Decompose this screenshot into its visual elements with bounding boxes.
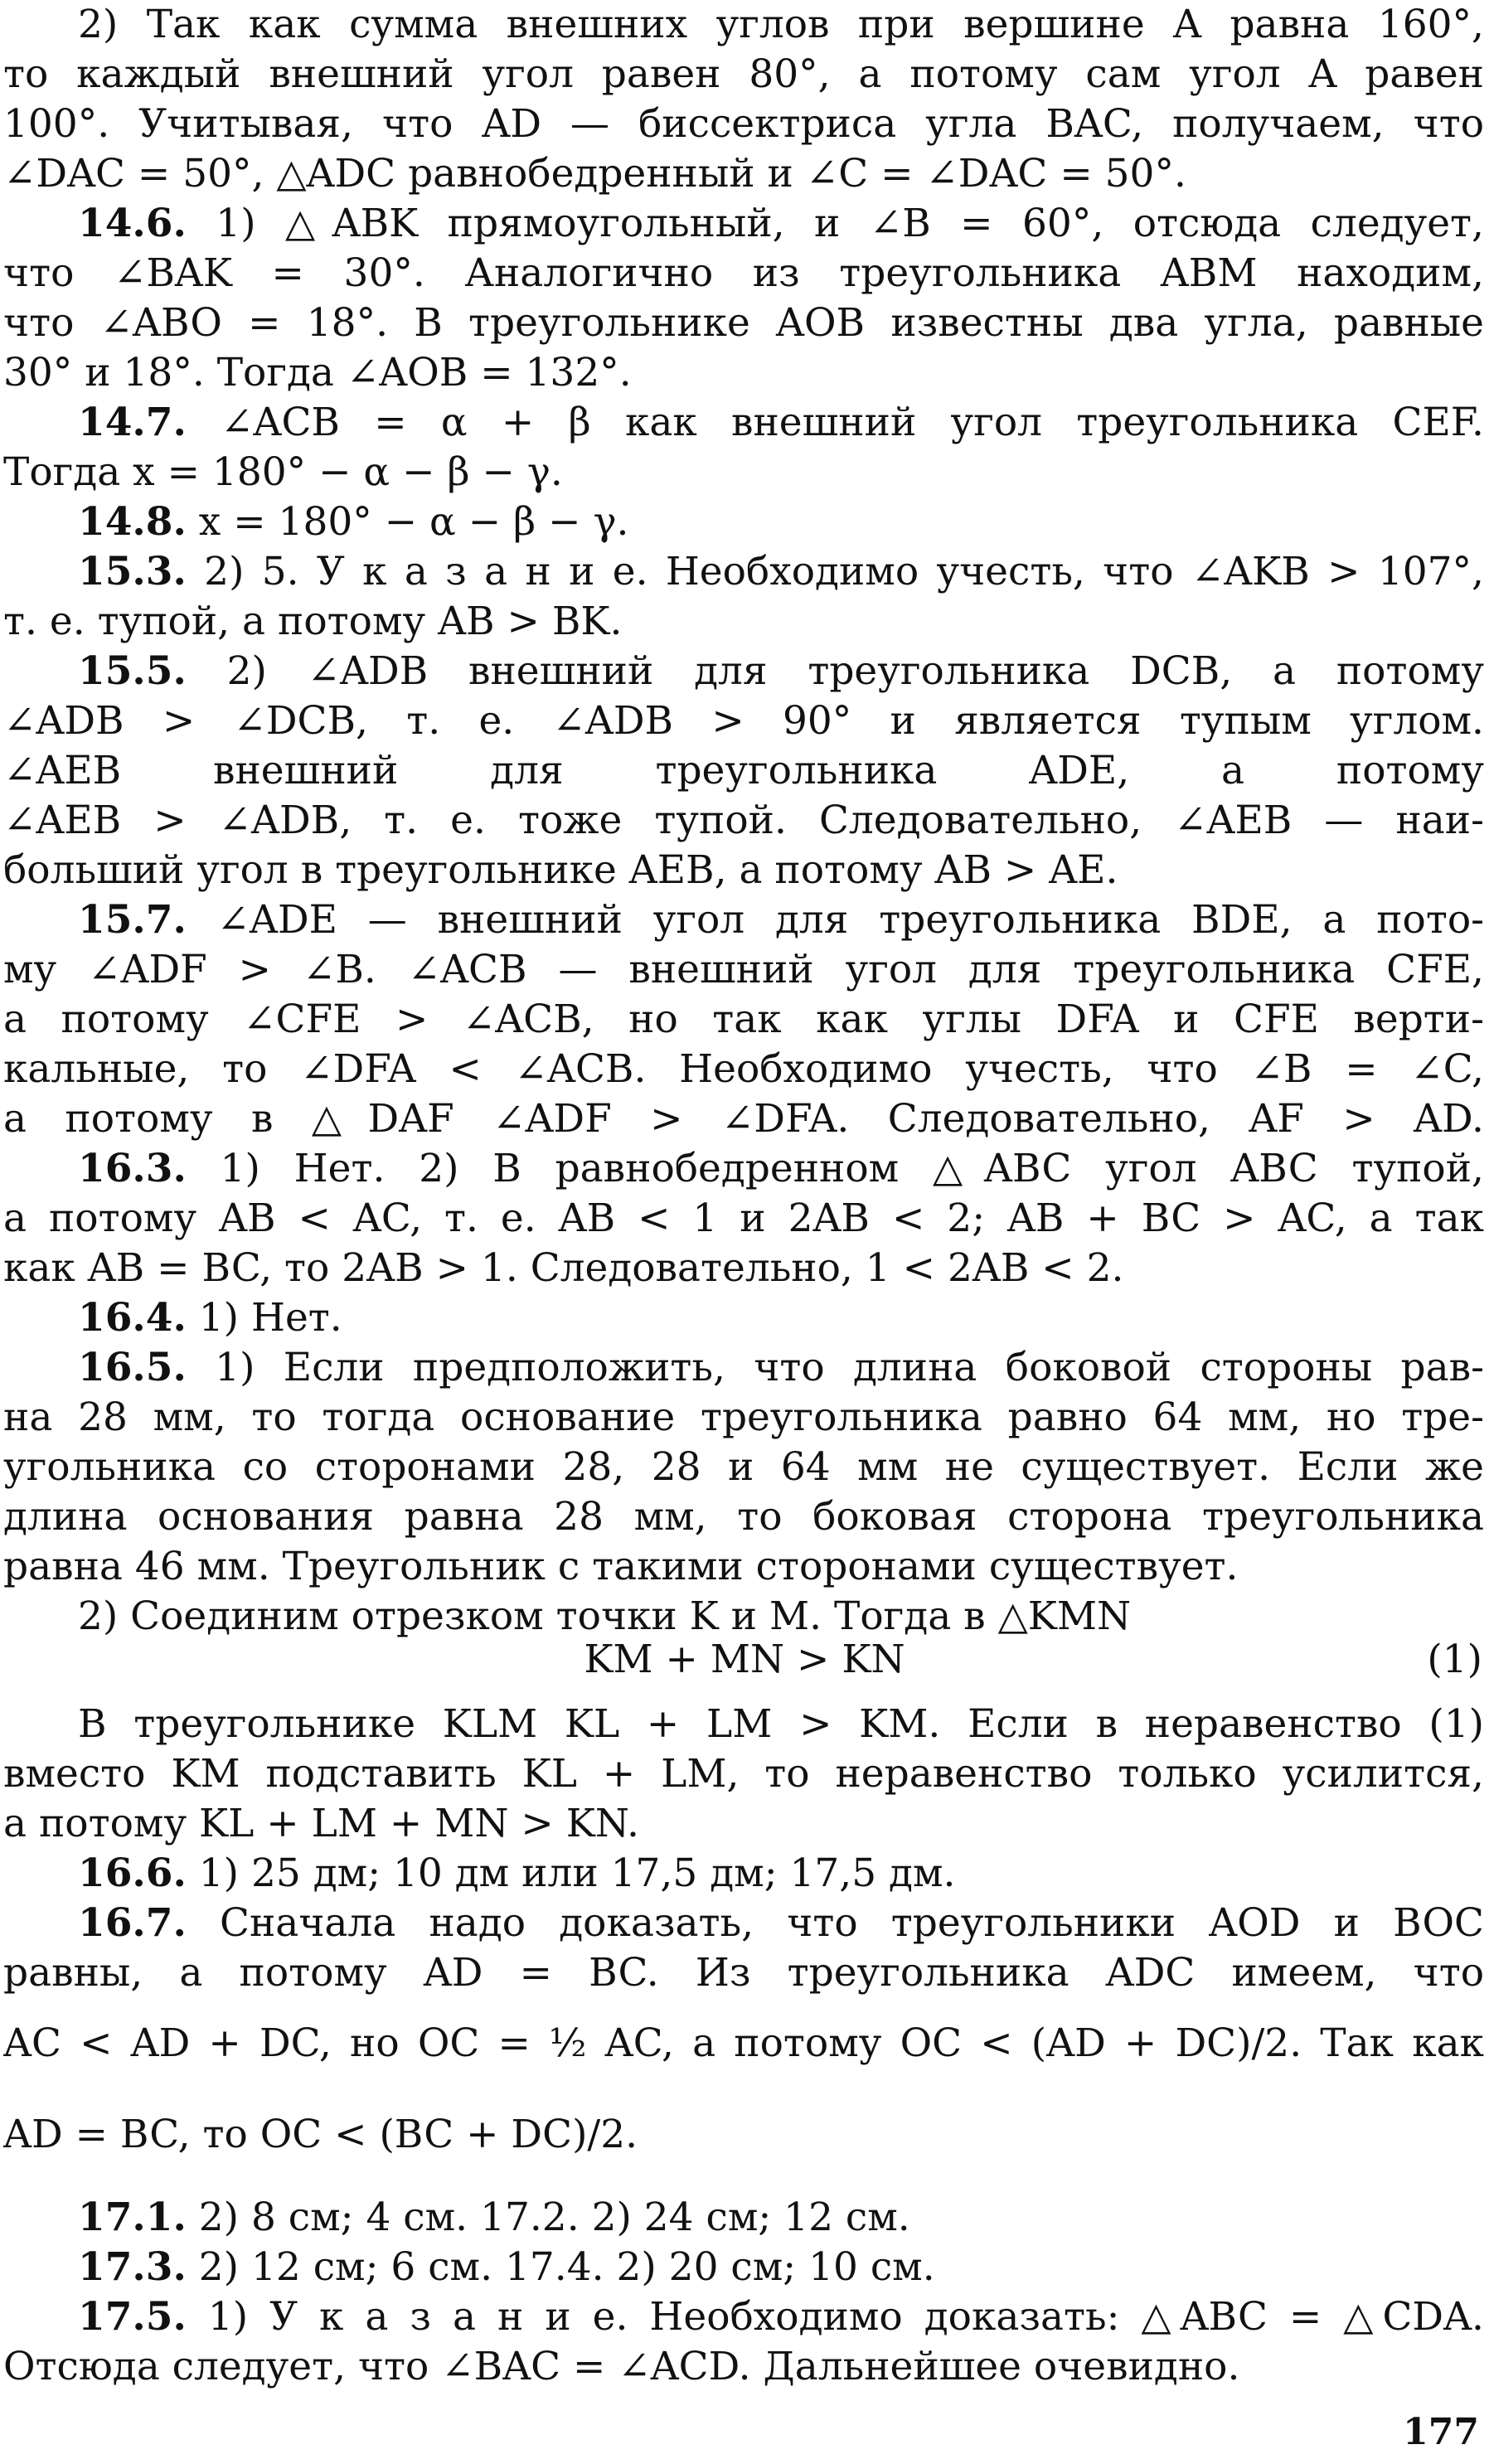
text-line: угольника со сторонами 28, 28 и 64 мм не существует. Если же — [3, 1444, 1484, 1490]
equation-number: (1) — [1427, 1637, 1482, 1682]
text-line: больший угол в треугольнике AEB, а потому AB > AE. — [3, 847, 1118, 893]
item-number: 15.7. — [78, 897, 187, 943]
item-number: 17.1. — [78, 2195, 187, 2240]
page-number: 177 — [1403, 2411, 1479, 2453]
item-number: 14.6. — [78, 201, 187, 246]
text-line: на 28 мм, то тогда основание треугольника равно 64 мм, но тре- — [3, 1394, 1484, 1440]
text-line: 100°. Учитывая, что AD — биссектриса угла BAC, получаем, что — [3, 101, 1484, 147]
text-line: то каждый внешний угол равен 80°, а потому сам угол A равен — [3, 51, 1484, 97]
text-line: ∠AEB > ∠ADB, т. е. тоже тупой. Следовательно, ∠AEB — наи- — [3, 798, 1484, 843]
text-line: 17.5. 1) У к а з а н и е. Необходимо доказать: △ABC = △CDA. — [78, 2294, 1484, 2340]
text-line: равна 46 мм. Треугольник с такими сторонами существует. — [3, 1544, 1239, 1589]
text-line: как AB = BC, то 2AB > 1. Следовательно, 1 < 2AB < 2. — [3, 1245, 1124, 1291]
item-number: 16.7. — [78, 1900, 187, 1946]
equation: KM + MN > KN — [584, 1637, 905, 1682]
text-line: а потому в △DAF ∠ADF > ∠DFA. Следовательно, AF > AD. — [3, 1096, 1484, 1142]
text-line: т. е. тупой, а потому AB > BK. — [3, 599, 623, 644]
item-number: 17.3. — [78, 2244, 187, 2290]
text-line: вместо KM подставить KL + LM, то неравенство только усилится, — [3, 1751, 1484, 1797]
item-number: 15.3. — [78, 549, 187, 594]
item-number: 16.4. — [78, 1295, 187, 1341]
text-line: кальные, то ∠DFA < ∠ACB. Необходимо учесть, что ∠B = ∠C, — [3, 1046, 1484, 1092]
text-line: длина основания равна 28 мм, то боковая сторона треугольника — [3, 1494, 1484, 1540]
text-line: ∠ADB > ∠DCB, т. е. ∠ADB > 90° и является тупым углом. — [3, 698, 1484, 744]
text-line: 17.3. 2) 12 см; 6 см. 17.4. 2) 20 см; 10 см. — [78, 2244, 935, 2290]
text-line: 2) Соединим отрезком точки K и M. Тогда в △KMN — [78, 1593, 1132, 1639]
text-line: 30° и 18°. Тогда ∠AOB = 132°. — [3, 350, 632, 395]
text-line: 16.4. 1) Нет. — [78, 1295, 342, 1341]
text-line: 16.6. 1) 25 дм; 10 дм или 17,5 дм; 17,5 дм. — [78, 1850, 956, 1896]
item-number: 16.6. — [78, 1850, 187, 1896]
text-line: 16.5. 1) Если предположить, что длина боковой стороны рав- — [78, 1345, 1484, 1390]
text-line: а потому AB < AC, т. е. AB < 1 и 2AB < 2; AB + BC > AC, а так — [3, 1196, 1484, 1241]
text-line: Отсюда следует, что ∠BAC = ∠ACD. Дальнейшее очевидно. — [3, 2344, 1240, 2389]
item-number: 15.5. — [78, 648, 187, 694]
text-line: В треугольнике KLM KL + LM > KM. Если в неравенство (1) — [78, 1701, 1484, 1747]
text-line: ∠AEB внешний для треугольника ADE, а потому — [3, 748, 1484, 793]
text-line: 15.5. 2) ∠ADB внешний для треугольника DCB, а потому — [78, 648, 1484, 694]
text-line: 15.7. ∠ADE — внешний угол для треугольника BDE, а пото- — [78, 897, 1484, 943]
item-number: 14.8. — [78, 499, 187, 545]
text-line: AD = BC, то OC < (BC + DC)/2. — [3, 2112, 638, 2157]
text-line: 14.7. ∠ACB = α + β как внешний угол треугольника CEF. — [78, 400, 1484, 445]
text-line: 17.1. 2) 8 см; 4 см. 17.2. 2) 24 см; 12 см. — [78, 2195, 910, 2240]
text-line: ∠DAC = 50°, △ADC равнобедренный и ∠C = ∠DAC = 50°. — [3, 151, 1186, 196]
text-line: что ∠ABO = 18°. В треугольнике AOB известны два угла, равные — [3, 300, 1484, 346]
text-line: а потому KL + LM + MN > KN. — [3, 1801, 639, 1846]
item-number: 16.5. — [78, 1345, 187, 1390]
text-line: что ∠BAK = 30°. Аналогично из треугольника ABM находим, — [3, 250, 1484, 296]
text-line: 2) Так как сумма внешних углов при вершине A равна 160°, — [78, 2, 1484, 47]
text-line: 16.3. 1) Нет. 2) В равнобедренном △ABC угол ABC тупой, — [78, 1146, 1484, 1191]
text-line: равны, а потому AD = BC. Из треугольника ADC имеем, что — [3, 1950, 1484, 1996]
text-line: а потому ∠CFE > ∠ACB, но так как углы DFA и CFE верти- — [3, 997, 1484, 1042]
item-number: 14.7. — [78, 400, 187, 445]
item-number: 16.3. — [78, 1146, 187, 1191]
text-line: AC < AD + DC, но OC = ½ AC, а потому OC < (AD + DC)/2. Так как — [3, 2020, 1484, 2066]
text-line: 15.3. 2) 5. У к а з а н и е. Необходимо учесть, что ∠AKB > 107°, — [78, 549, 1484, 594]
text-line: 16.7. Сначала надо доказать, что треугольники AOD и BOC — [78, 1900, 1484, 1946]
item-number: 17.5. — [78, 2294, 187, 2340]
text-line: му ∠ADF > ∠B. ∠ACB — внешний угол для треугольника CFE, — [3, 947, 1484, 992]
text-line: 14.8. x = 180° − α − β − γ. — [78, 499, 629, 545]
text-line: 14.6. 1) △ABK прямоугольный, и ∠B = 60°, отсюда следует, — [78, 201, 1484, 246]
text-line: Тогда x = 180° − α − β − γ. — [3, 449, 563, 495]
